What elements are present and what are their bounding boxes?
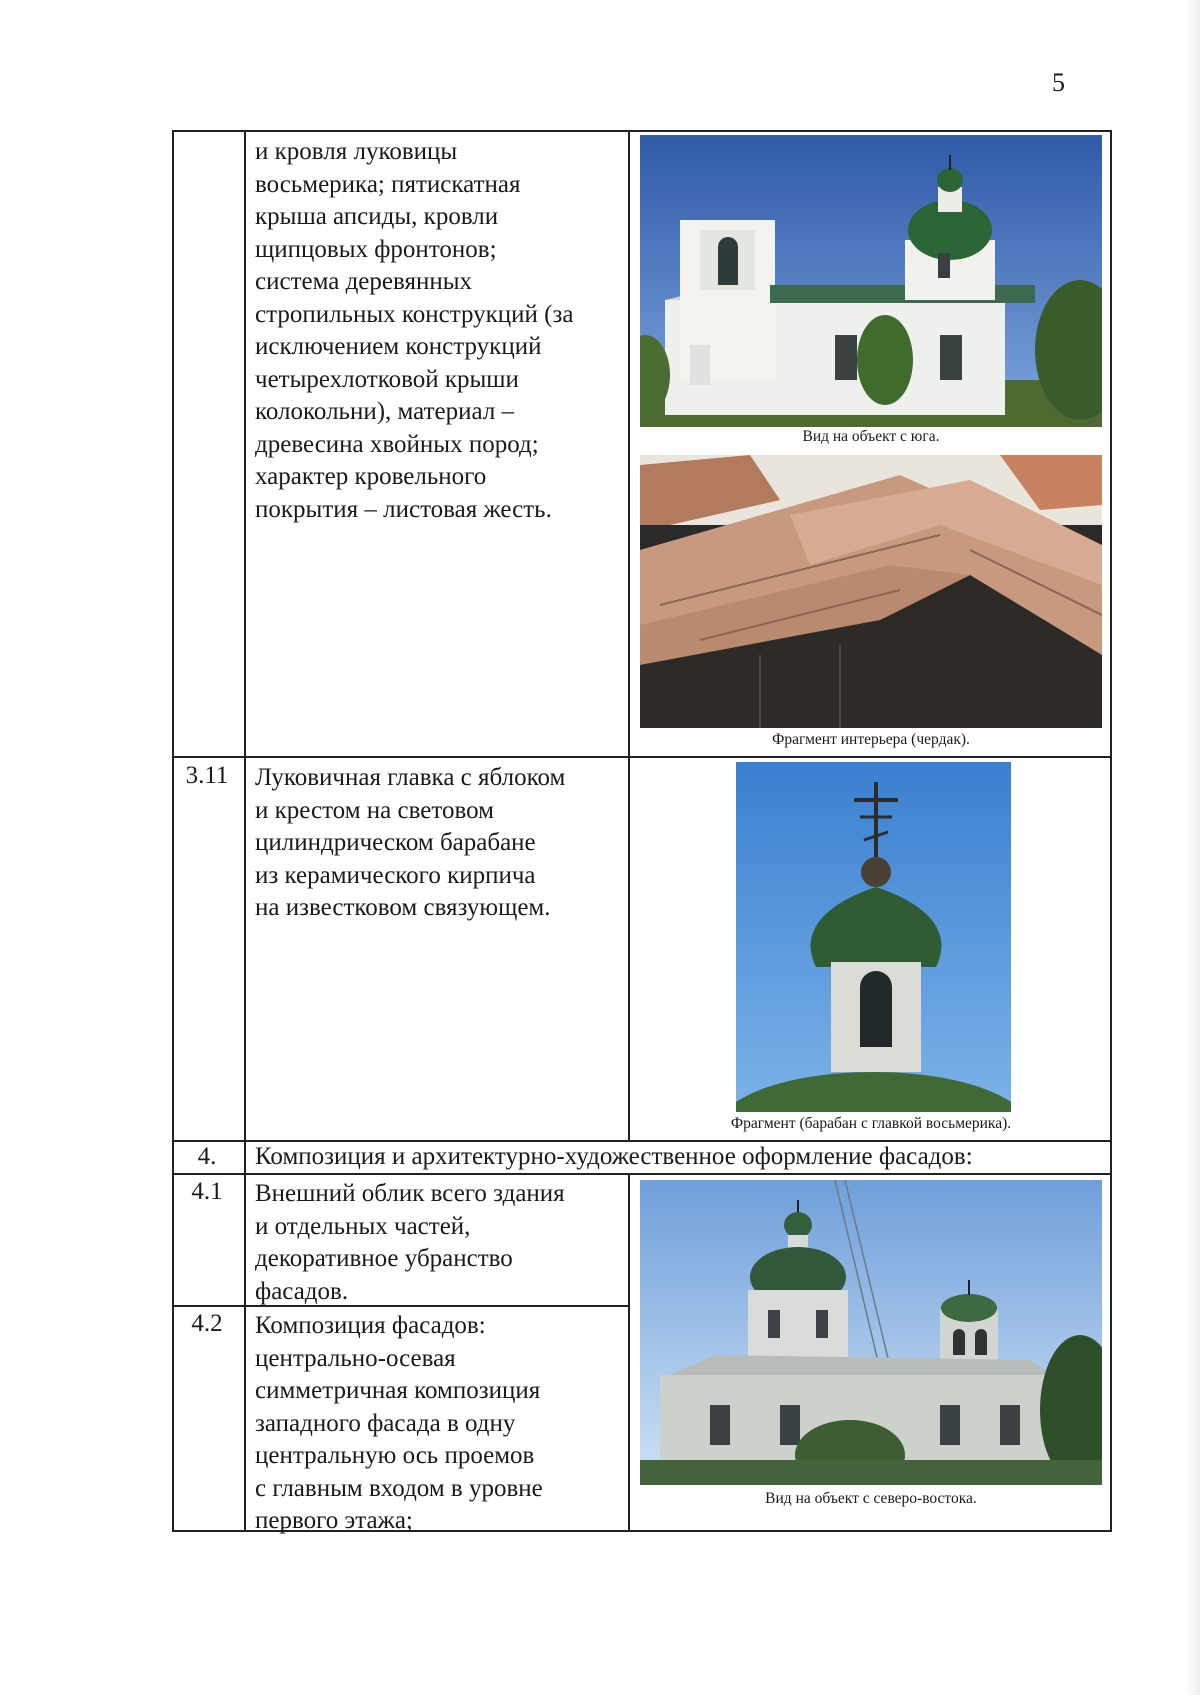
text-line: фасадов. <box>255 1277 349 1305</box>
text-line: декоративное убранство <box>255 1245 513 1272</box>
row-4-2-number: 4.2 <box>191 1310 223 1337</box>
text-line: на известковом связующем. <box>255 894 551 921</box>
dome-drum-photo <box>736 762 1011 1112</box>
caption-dome-drum: Фрагмент (барабан с главкой восьмерика). <box>730 1115 1012 1132</box>
text-line: четырехлотковой крыши <box>255 365 519 393</box>
text-line: Луковичная главка с яблоком <box>255 764 566 791</box>
text-line: исключением конструкций <box>255 333 542 360</box>
row-4-number: 4. <box>197 1143 217 1170</box>
text-line: восьмерика; пятискатная <box>255 170 521 198</box>
text-line: центрально-осевая <box>255 1344 456 1372</box>
row-4-heading: Композиция и архитектурно-художественное оформление фасадов: <box>255 1143 973 1170</box>
text-line: крыша апсиды, кровли <box>255 203 499 230</box>
text-line: система деревянных <box>255 268 473 295</box>
page-number: 5 <box>1052 68 1065 97</box>
text-line: с главным входом в уровне <box>255 1474 543 1502</box>
text-line: Внешний облик всего здания <box>255 1180 565 1207</box>
row-4-1-number: 4.1 <box>191 1178 223 1205</box>
text-line: и кровля луковицы <box>255 138 458 165</box>
church-south-photo <box>640 135 1102 427</box>
row-cont-description <box>255 136 625 526</box>
text-line: колокольни), материал – <box>255 398 515 425</box>
text-line: западного фасада в одну <box>255 1409 516 1437</box>
text-line: стропильных конструкций (за <box>255 300 574 328</box>
caption-northeast-view: Вид на объект с северо-востока. <box>765 1490 977 1507</box>
text-line: цилиндрическом барабане <box>255 829 536 856</box>
text-line: покрытия – листовая жесть. <box>255 495 552 523</box>
text-line: Композиция фасадов: <box>255 1312 486 1339</box>
caption-attic: Фрагмент интерьера (чердак). <box>772 731 970 748</box>
row-4-2-description <box>255 1310 625 1538</box>
text-line: симметричная композиция <box>255 1377 541 1404</box>
text-line: древесина хвойных пород; <box>255 430 539 458</box>
page-edge-shadow <box>1186 0 1200 1695</box>
row-4-1-description <box>255 1178 625 1308</box>
row-3-11-number: 3.11 <box>185 762 229 789</box>
text-line: и крестом на световом <box>255 796 494 824</box>
attic-interior-photo <box>640 455 1102 728</box>
text-line: центральную ось проемов <box>255 1442 535 1469</box>
caption-south-view: Вид на объект с юга. <box>802 428 940 445</box>
text-line: из керамического кирпича <box>255 861 536 889</box>
text-line: и отдельных частей, <box>255 1212 471 1240</box>
text-line: первого этажа; <box>255 1507 413 1534</box>
row-3-11-description <box>255 762 625 925</box>
text-line: характер кровельного <box>255 463 487 490</box>
church-northeast-photo <box>640 1180 1102 1485</box>
text-line: щипцовых фронтонов; <box>255 235 497 263</box>
